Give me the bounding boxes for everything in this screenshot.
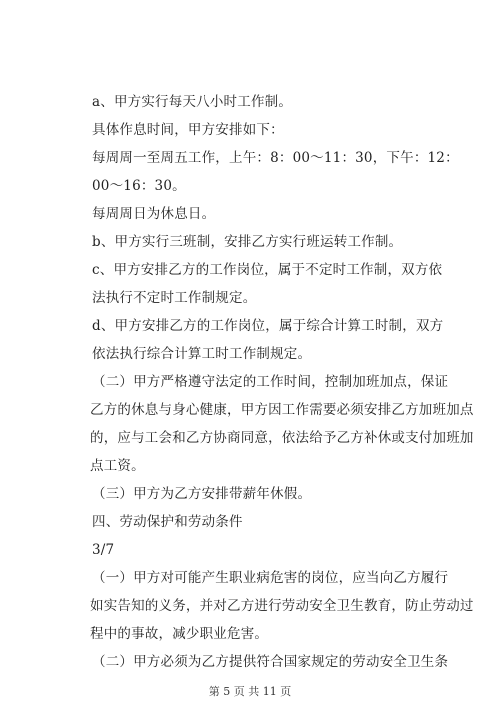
paragraph-line: 00～16：30。: [92, 178, 186, 194]
paragraph-line: 法执行不定时工作制规定。: [92, 290, 257, 306]
paragraph-line: d、甲方安排乙方的工作岗位，属于综合计算工时制，双方: [92, 318, 444, 334]
paragraph-line: （二）甲方严格遵守法定的工作时间，控制加班加点，保证: [92, 374, 449, 390]
paragraph-line: b、甲方实行三班制，安排乙方实行班运转工作制。: [92, 234, 403, 250]
paragraph-line: 每周周日为休息日。: [92, 206, 216, 222]
paragraph-line: 点工资。: [90, 458, 145, 474]
paragraph-line: 具体作息时间，甲方安排如下：: [92, 122, 284, 138]
paragraph-line: （二）甲方必须为乙方提供符合国家规定的劳动安全卫生条: [92, 654, 449, 670]
paragraph-line: a、甲方实行每天八小时工作制。: [92, 94, 293, 110]
paragraph-line: 如实告知的义务，并对乙方进行劳动安全卫生教育，防止劳动过: [90, 598, 474, 614]
page-footer: 第 5 页 共 11 页: [208, 685, 292, 698]
paragraph-line: 乙方的休息与身心健康，甲方因工作需要必须安排乙方加班加点: [90, 402, 474, 418]
paragraph-line: c、甲方安排乙方的工作岗位，属于不定时工作制，双方依: [92, 262, 443, 278]
page-marker: 3/7: [92, 542, 115, 558]
paragraph-line: 依法执行综合计算工时工作制规定。: [92, 346, 312, 362]
paragraph-line: 的，应与工会和乙方协商同意，依法给予乙方补休或支付加班加: [90, 430, 474, 446]
paragraph-line: 程中的事故，减少职业危害。: [90, 626, 269, 642]
paragraph-line: （一）甲方对可能产生职业病危害的岗位，应当向乙方履行: [92, 570, 449, 586]
section-heading: 四、劳动保护和劳动条件: [92, 514, 243, 530]
paragraph-line: （三）甲方为乙方安排带薪年休假。: [92, 486, 312, 502]
paragraph-line: 每周周一至周五工作，上午：8：00～11：30，下午：12：: [92, 150, 459, 166]
